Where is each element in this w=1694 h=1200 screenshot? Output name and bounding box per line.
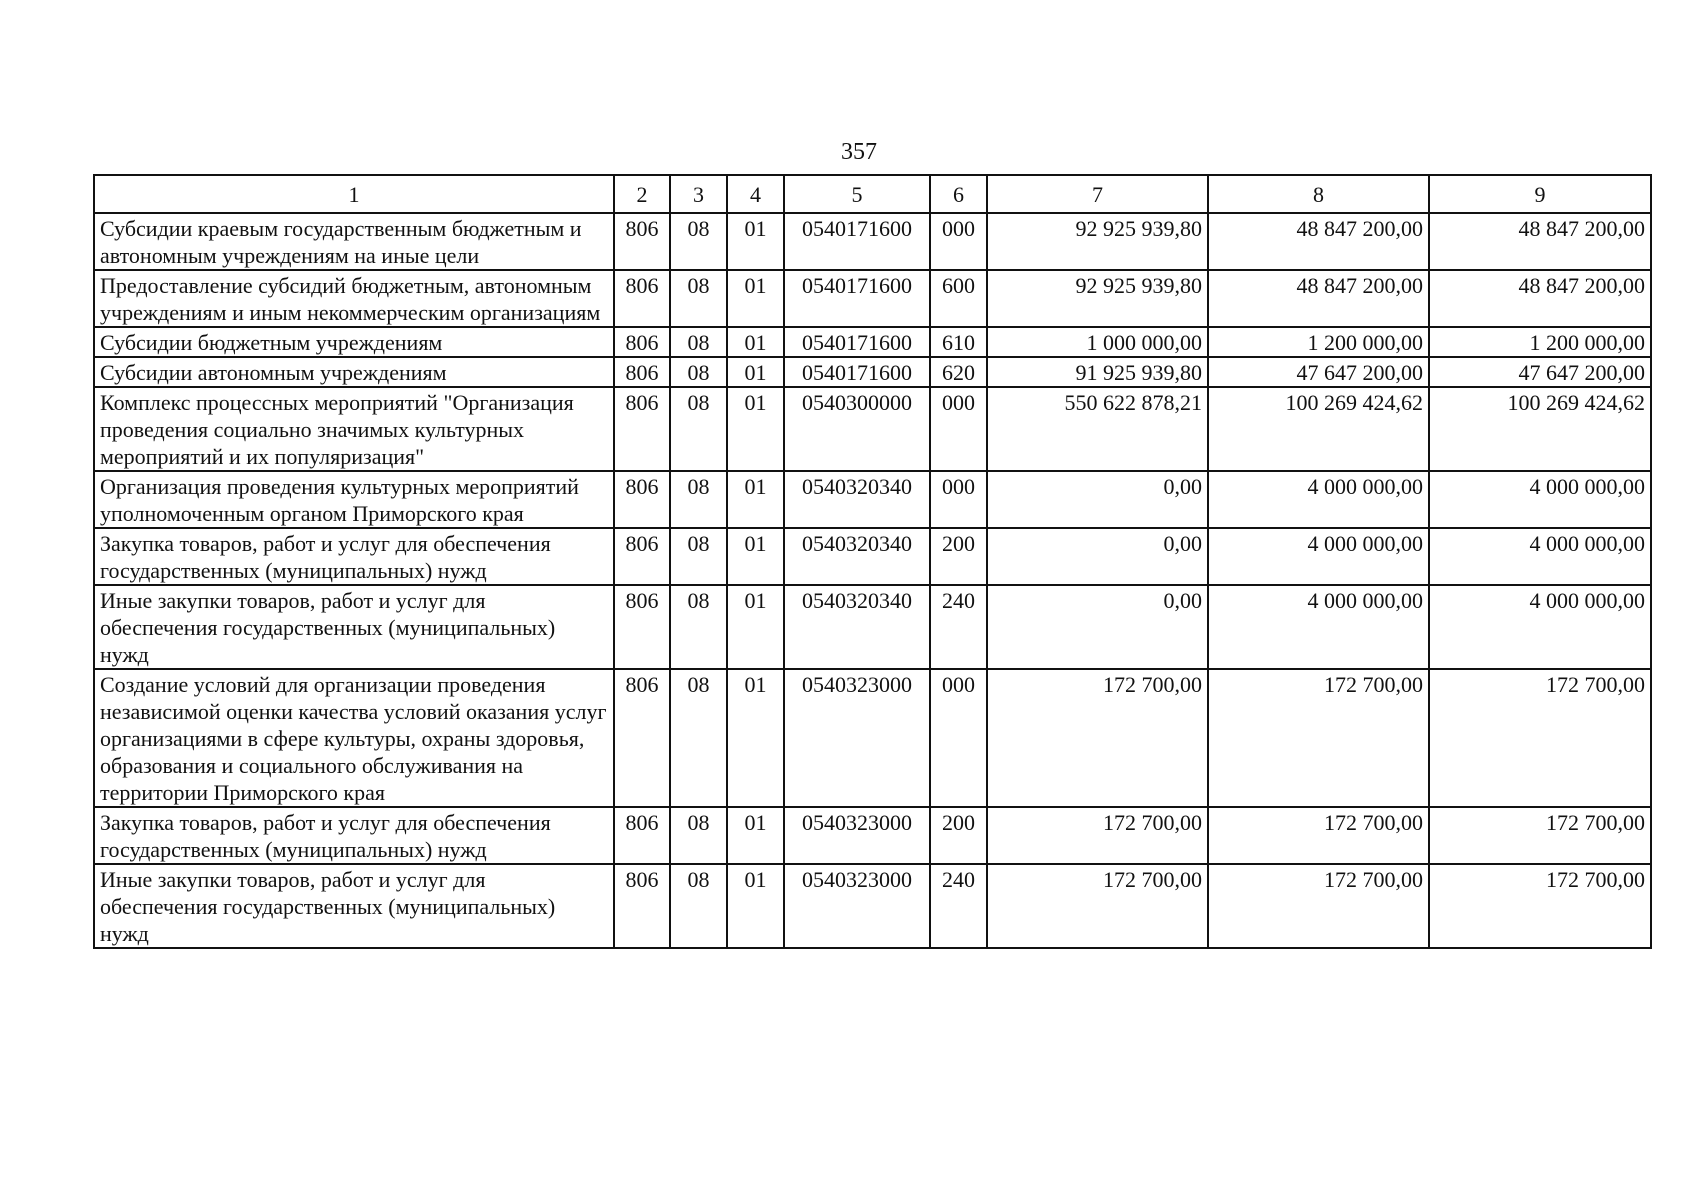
cell-amount-7: 172 700,00 bbox=[987, 864, 1208, 948]
cell-section: 08 bbox=[670, 471, 727, 528]
budget-table bbox=[93, 174, 1652, 949]
row-name: Создание условий для организации проведения независимой оценки качества условий оказания услуг организациями в сфере культуры, охраны здоровья, образования и социального обслуживания на территории Приморского края bbox=[94, 669, 614, 807]
cell-ministry: 806 bbox=[614, 864, 670, 948]
cell-subsection: 01 bbox=[727, 387, 784, 471]
cell-amount-9: 172 700,00 bbox=[1429, 669, 1651, 807]
cell-ministry: 806 bbox=[614, 387, 670, 471]
cell-expense-type: 000 bbox=[930, 471, 987, 528]
cell-target-article: 0540171600 bbox=[784, 270, 930, 327]
row-name: Иные закупки товаров, работ и услуг для обеспечения государственных (муниципальных) нужд bbox=[94, 864, 614, 948]
cell-subsection: 01 bbox=[727, 327, 784, 357]
cell-expense-type: 000 bbox=[930, 387, 987, 471]
cell-amount-9: 4 000 000,00 bbox=[1429, 471, 1651, 528]
table-row bbox=[94, 357, 1651, 387]
cell-section: 08 bbox=[670, 270, 727, 327]
cell-amount-8: 48 847 200,00 bbox=[1208, 270, 1429, 327]
cell-amount-9: 48 847 200,00 bbox=[1429, 270, 1651, 327]
table-row bbox=[94, 807, 1651, 864]
cell-expense-type: 620 bbox=[930, 357, 987, 387]
column-header: 9 bbox=[1429, 175, 1651, 213]
cell-subsection: 01 bbox=[727, 471, 784, 528]
cell-amount-7: 1 000 000,00 bbox=[987, 327, 1208, 357]
row-name: Закупка товаров, работ и услуг для обеспечения государственных (муниципальных) нужд bbox=[94, 528, 614, 585]
cell-target-article: 0540323000 bbox=[784, 669, 930, 807]
cell-ministry: 806 bbox=[614, 528, 670, 585]
cell-section: 08 bbox=[670, 585, 727, 669]
row-name: Предоставление субсидий бюджетным, автономным учреждениям и иным некоммерческим организациям bbox=[94, 270, 614, 327]
cell-amount-9: 4 000 000,00 bbox=[1429, 528, 1651, 585]
table-row bbox=[94, 471, 1651, 528]
cell-target-article: 0540323000 bbox=[784, 864, 930, 948]
cell-amount-8: 100 269 424,62 bbox=[1208, 387, 1429, 471]
row-name: Субсидии автономным учреждениям bbox=[94, 357, 614, 387]
cell-target-article: 0540320340 bbox=[784, 585, 930, 669]
cell-target-article: 0540171600 bbox=[784, 327, 930, 357]
cell-amount-9: 172 700,00 bbox=[1429, 807, 1651, 864]
cell-ministry: 806 bbox=[614, 669, 670, 807]
cell-amount-8: 4 000 000,00 bbox=[1208, 471, 1429, 528]
cell-subsection: 01 bbox=[727, 213, 784, 270]
row-name: Комплекс процессных мероприятий "Организация проведения социально значимых культурных мероприятий и их популяризация" bbox=[94, 387, 614, 471]
cell-subsection: 01 bbox=[727, 585, 784, 669]
cell-target-article: 0540171600 bbox=[784, 213, 930, 270]
cell-section: 08 bbox=[670, 387, 727, 471]
cell-amount-9: 4 000 000,00 bbox=[1429, 585, 1651, 669]
page-number: 357 bbox=[841, 139, 877, 165]
cell-target-article: 0540320340 bbox=[784, 471, 930, 528]
cell-amount-7: 0,00 bbox=[987, 585, 1208, 669]
cell-expense-type: 200 bbox=[930, 807, 987, 864]
column-header: 5 bbox=[784, 175, 930, 213]
cell-expense-type: 000 bbox=[930, 669, 987, 807]
cell-target-article: 0540320340 bbox=[784, 528, 930, 585]
header-row bbox=[94, 175, 1651, 213]
cell-amount-8: 47 647 200,00 bbox=[1208, 357, 1429, 387]
cell-amount-8: 172 700,00 bbox=[1208, 864, 1429, 948]
row-name: Закупка товаров, работ и услуг для обеспечения государственных (муниципальных) нужд bbox=[94, 807, 614, 864]
cell-amount-8: 4 000 000,00 bbox=[1208, 528, 1429, 585]
table-row bbox=[94, 387, 1651, 471]
cell-expense-type: 240 bbox=[930, 585, 987, 669]
cell-amount-8: 48 847 200,00 bbox=[1208, 213, 1429, 270]
cell-target-article: 0540300000 bbox=[784, 387, 930, 471]
table-row bbox=[94, 585, 1651, 669]
table-row bbox=[94, 864, 1651, 948]
cell-amount-7: 0,00 bbox=[987, 471, 1208, 528]
cell-amount-9: 1 200 000,00 bbox=[1429, 327, 1651, 357]
cell-amount-8: 172 700,00 bbox=[1208, 669, 1429, 807]
cell-amount-7: 172 700,00 bbox=[987, 669, 1208, 807]
cell-amount-9: 100 269 424,62 bbox=[1429, 387, 1651, 471]
cell-amount-7: 0,00 bbox=[987, 528, 1208, 585]
cell-target-article: 0540323000 bbox=[784, 807, 930, 864]
cell-amount-7: 172 700,00 bbox=[987, 807, 1208, 864]
column-header: 2 bbox=[614, 175, 670, 213]
column-header: 3 bbox=[670, 175, 727, 213]
cell-ministry: 806 bbox=[614, 213, 670, 270]
cell-subsection: 01 bbox=[727, 807, 784, 864]
cell-section: 08 bbox=[670, 669, 727, 807]
cell-section: 08 bbox=[670, 528, 727, 585]
cell-target-article: 0540171600 bbox=[784, 357, 930, 387]
cell-expense-type: 600 bbox=[930, 270, 987, 327]
column-header: 7 bbox=[987, 175, 1208, 213]
cell-subsection: 01 bbox=[727, 864, 784, 948]
cell-section: 08 bbox=[670, 213, 727, 270]
table-row bbox=[94, 669, 1651, 807]
cell-amount-7: 550 622 878,21 bbox=[987, 387, 1208, 471]
cell-amount-8: 4 000 000,00 bbox=[1208, 585, 1429, 669]
cell-ministry: 806 bbox=[614, 807, 670, 864]
column-header: 4 bbox=[727, 175, 784, 213]
cell-ministry: 806 bbox=[614, 585, 670, 669]
cell-section: 08 bbox=[670, 357, 727, 387]
cell-expense-type: 240 bbox=[930, 864, 987, 948]
cell-subsection: 01 bbox=[727, 357, 784, 387]
row-name: Организация проведения культурных мероприятий уполномоченным органом Приморского края bbox=[94, 471, 614, 528]
row-name: Субсидии краевым государственным бюджетным и автономным учреждениям на иные цели bbox=[94, 213, 614, 270]
cell-amount-8: 172 700,00 bbox=[1208, 807, 1429, 864]
table-row bbox=[94, 528, 1651, 585]
cell-subsection: 01 bbox=[727, 669, 784, 807]
cell-amount-9: 172 700,00 bbox=[1429, 864, 1651, 948]
cell-section: 08 bbox=[670, 807, 727, 864]
cell-amount-9: 47 647 200,00 bbox=[1429, 357, 1651, 387]
cell-ministry: 806 bbox=[614, 357, 670, 387]
table-row bbox=[94, 213, 1651, 270]
cell-amount-7: 92 925 939,80 bbox=[987, 213, 1208, 270]
cell-amount-9: 48 847 200,00 bbox=[1429, 213, 1651, 270]
row-name: Субсидии бюджетным учреждениям bbox=[94, 327, 614, 357]
column-header: 8 bbox=[1208, 175, 1429, 213]
row-name: Иные закупки товаров, работ и услуг для обеспечения государственных (муниципальных) нужд bbox=[94, 585, 614, 669]
cell-expense-type: 610 bbox=[930, 327, 987, 357]
cell-section: 08 bbox=[670, 327, 727, 357]
column-header: 6 bbox=[930, 175, 987, 213]
cell-ministry: 806 bbox=[614, 327, 670, 357]
cell-ministry: 806 bbox=[614, 471, 670, 528]
cell-expense-type: 000 bbox=[930, 213, 987, 270]
cell-ministry: 806 bbox=[614, 270, 670, 327]
table-row bbox=[94, 327, 1651, 357]
cell-subsection: 01 bbox=[727, 528, 784, 585]
cell-subsection: 01 bbox=[727, 270, 784, 327]
cell-section: 08 bbox=[670, 864, 727, 948]
cell-amount-7: 91 925 939,80 bbox=[987, 357, 1208, 387]
cell-amount-8: 1 200 000,00 bbox=[1208, 327, 1429, 357]
cell-amount-7: 92 925 939,80 bbox=[987, 270, 1208, 327]
column-header: 1 bbox=[94, 175, 614, 213]
cell-expense-type: 200 bbox=[930, 528, 987, 585]
table-row bbox=[94, 270, 1651, 327]
